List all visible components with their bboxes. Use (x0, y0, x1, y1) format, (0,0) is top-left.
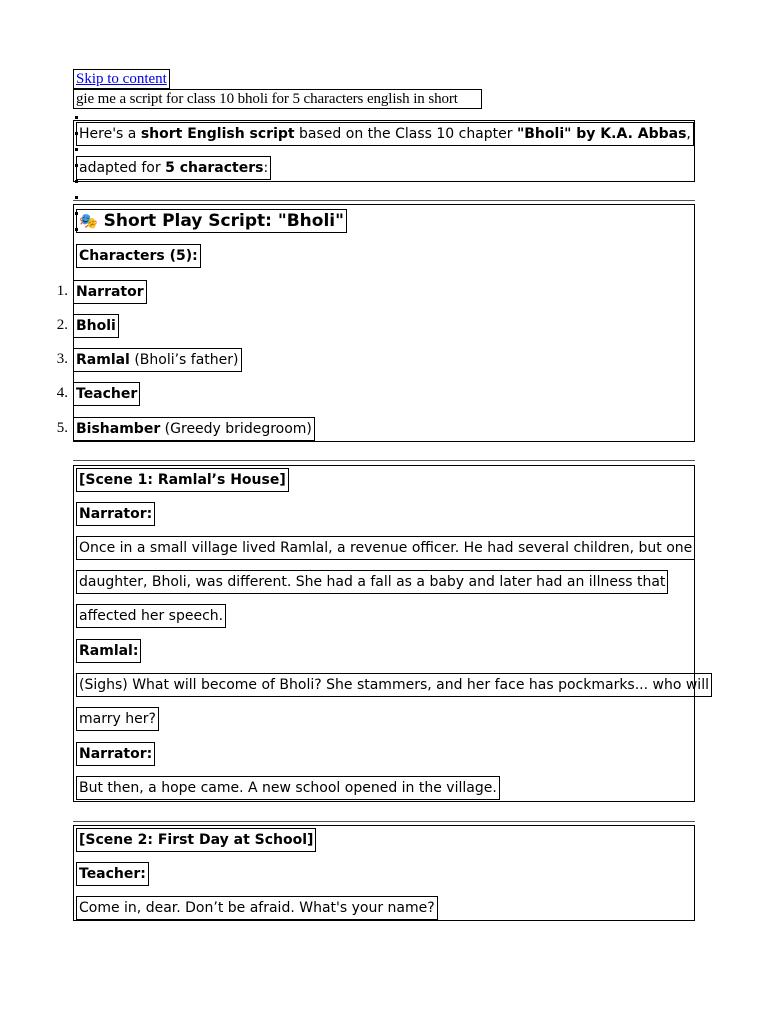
list-number: 5. (56, 420, 68, 436)
scene-heading: [Scene 1: Ramlal’s House] (76, 468, 289, 492)
speaker-label: Narrator: (76, 742, 155, 766)
list-number: 4. (56, 385, 68, 401)
dialogue-line: But then, a hope came. A new school opened in the village. (76, 776, 500, 800)
speaker-label: Teacher: (76, 862, 149, 886)
list-item: Bishamber (Greedy bridegroom) (73, 417, 315, 441)
play-section (73, 204, 695, 442)
dialogue-line: Come in, dear. Don’t be afraid. What's your name? (76, 896, 438, 920)
divider (73, 200, 695, 201)
speaker-label: Ramlal: (76, 639, 141, 663)
play-title: 🎭 Short Play Script: "Bholi" (76, 209, 347, 233)
list-item: Teacher (73, 382, 140, 406)
dialogue-line: (Sighs) What will become of Bholi? She stammers, and her face has pockmarks... who will (76, 673, 712, 697)
scene-heading: [Scene 2: First Day at School] (76, 828, 316, 852)
user-prompt: gie me a script for class 10 bholi for 5 characters english in short (73, 89, 482, 109)
scene-1 (73, 465, 709, 802)
theater-masks-icon: 🎭 (79, 212, 98, 230)
characters-heading: Characters (5): (76, 244, 201, 268)
dialogue-line: Once in a small village lived Ramlal, a revenue officer. He had several children, but one (76, 536, 695, 560)
list-item: Narrator (73, 280, 147, 304)
list-item: Bholi (73, 314, 119, 338)
speaker-label: Narrator: (76, 502, 155, 526)
scene-2 (73, 825, 695, 921)
divider (73, 821, 695, 822)
divider (73, 460, 695, 461)
dialogue-line: daughter, Bholi, was different. She had a fall as a baby and later had an illness that (76, 570, 668, 594)
list-item: Ramlal (Bholi’s father) (73, 348, 242, 372)
list-number: 1. (56, 283, 68, 299)
intro-line-1: Here's a short English script based on the Class 10 chapter "Bholi" by K.A. Abbas, (76, 122, 694, 146)
dialogue-line: marry her? (76, 707, 159, 731)
list-number: 3. (56, 351, 68, 367)
dialogue-line: affected her speech. (76, 604, 226, 628)
skip-to-content-link[interactable]: Skip to content (73, 69, 170, 89)
intro-line-2: adapted for 5 characters: (76, 156, 271, 180)
list-number: 2. (56, 317, 68, 333)
response-intro (73, 120, 695, 182)
